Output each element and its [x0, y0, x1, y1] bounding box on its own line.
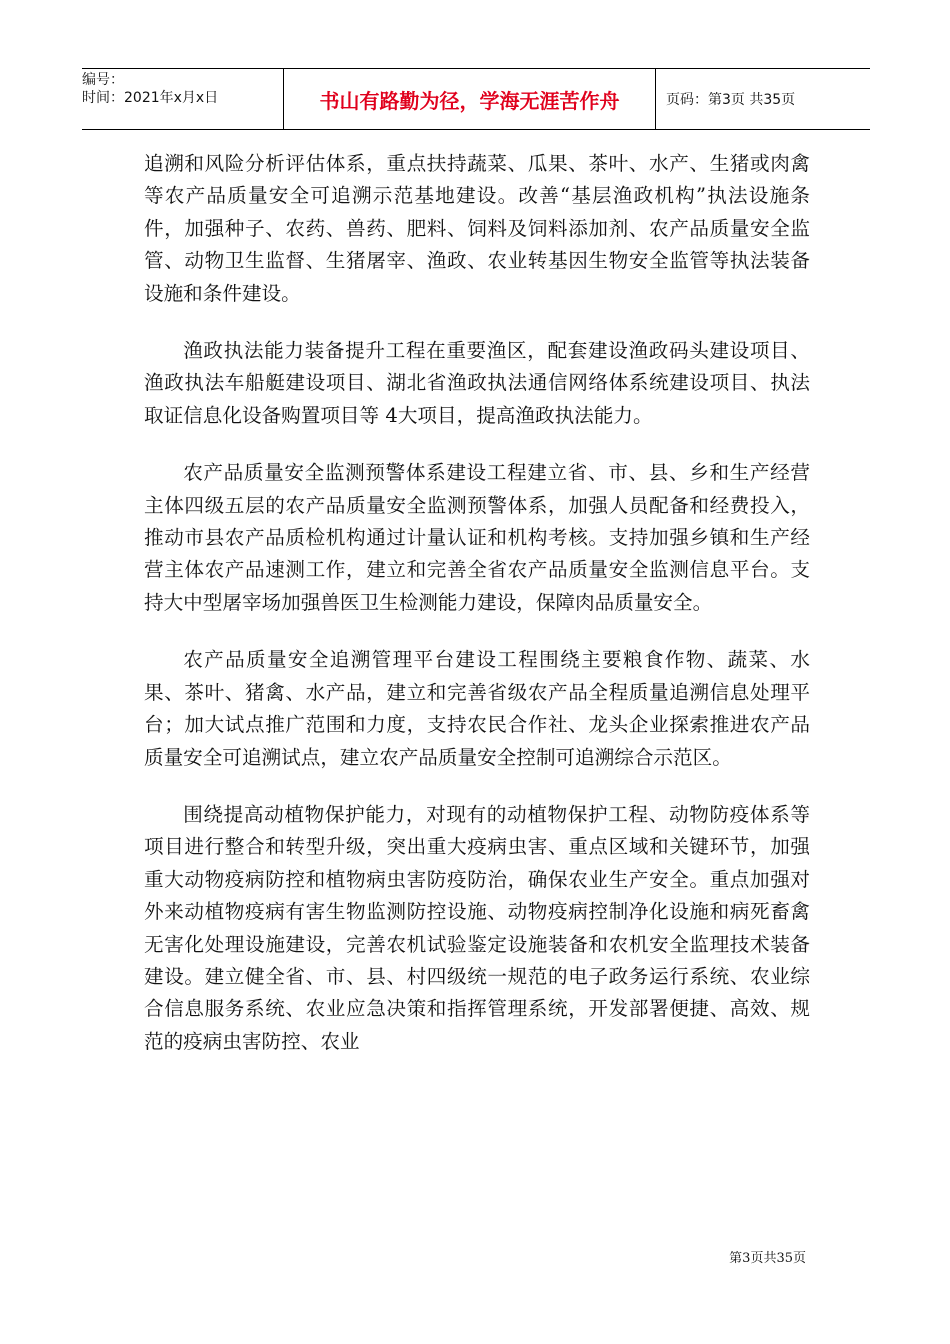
- paragraph: 渔政执法能力装备提升工程在重要渔区，配套建设渔政码头建设项目、渔政执法车船艇建设项目、湖北省渔政执法通信网络体系统建设项目、执法取证信息化设备购置项目等 4大项目，提高渔政执法能力。: [144, 339, 810, 427]
- header-meta: [82, 69, 284, 129]
- paragraph: 农产品质量安全追溯管理平台建设工程围绕主要粮食作物、蔬菜、水果、茶叶、猪禽、水产品，建立和完善省级农产品全程质量追溯信息处理平台；加大试点推广范围和力度，支持农民合作社、龙头企业探索推进农产品质量安全可追溯试点，建立农产品质量安全控制可追溯综合示范区。: [144, 648, 810, 769]
- header-motto: 书山有路勤为径，学海无涯苦作舟: [284, 69, 656, 129]
- paragraph: 农产品质量安全监测预警体系建设工程建立省、市、县、乡和生产经营主体四级五层的农产品质量安全监测预警体系，加强人员配备和经费投入，推动市县农产品质检机构通过计量认证和机构考核。支持加强乡镇和生产经营主体农产品速测工作，建立和完善全省农产品质量安全监测信息平台。支持大中型屠宰场加强兽医卫生检测能力建设，保障肉品质量安全。: [144, 461, 810, 614]
- header-page-label: 页码：第3页 共35页: [666, 92, 796, 108]
- code-label: 编号：: [82, 72, 124, 88]
- paragraph: 围绕提高动植物保护能力，对现有的动植物保护工程、动物防疫体系等项目进行整合和转型升级，突出重大疫病虫害、重点区域和关键环节，加强重大动物疫病防控和植物病虫害防疫防治，确保农业生产安全。重点加强对外来动植物疫病有害生物监测防控设施、动物疫病控制净化设施和病死畜禽无害化处理设施建设，完善农机试验鉴定设施装备和农机安全监理技术装备建设。建立健全省、市、县、村四级统一规范的电子政务运行系统、农业综合信息服务系统、农业应急决策和指挥管理系统，开发部署便捷、高效、规范的疫病虫害防控、农业: [144, 802, 810, 1053]
- page-footer: 第3页共35页: [729, 1251, 806, 1266]
- paragraph: 追溯和风险分析评估体系，重点扶持蔬菜、瓜果、茶叶、水产、生猪或肉禽等农产品质量安全可追溯示范基地建设。改善“基层渔政机构”执法设施条件，加强种子、农药、兽药、肥料、饲料及饲料添加剂、农产品质量安全监管、动物卫生监督、生猪屠宰、渔政、农业转基因生物安全监管等执法装备设施和条件建设。: [144, 152, 810, 305]
- time-label: 时间：2021年x月x日: [82, 90, 219, 106]
- page-header: [82, 68, 870, 130]
- document-body: [144, 148, 810, 1083]
